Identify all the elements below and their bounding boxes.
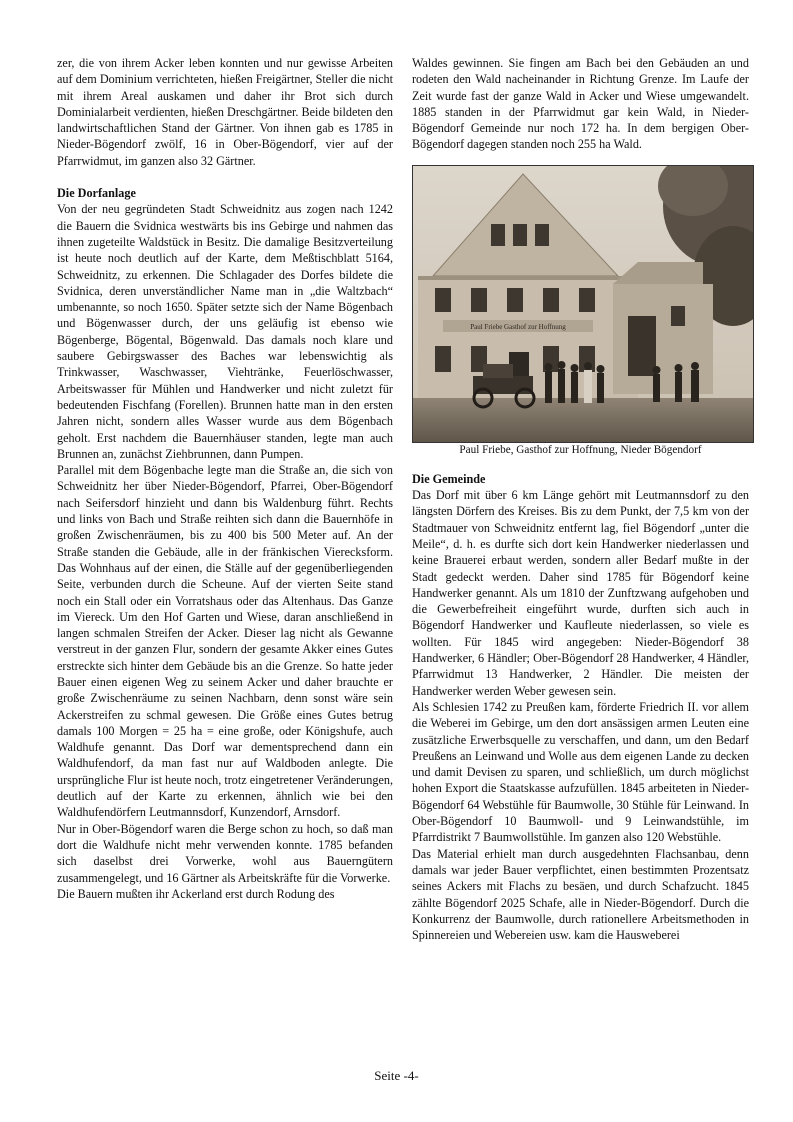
intro-paragraph: zer, die von ihrem Acker leben konnten und nur gewisse Arbeiten auf dem Dominium verrichteten, hießen Freigärtner, Steller die nicht mit ihrem Areal auskamen und daher ihr Brot sich durch Dominialarbeit verdienten, hießen Dreschgärtner. Beide bildeten den landwirtschaftlichen Stand der Gärtner. Von ihnen gab es 1785 in Nieder-Bögendorf zwölf, 16 in Ober-Bögendorf, vier auf der Pfarrwidmut, im ganzen also 32 Gärtner. [57,56,393,168]
gemeinde-paragraph-1: Das Dorf mit über 6 km Länge gehört mit Leutmannsdorf zu den längsten Dörfern des Kreises. Bis zu dem Punkt, der 7,5 km von der Stadtmauer von Schweidnitz entfernt lag, fiel Bögendorf „unter die Meile“, d. h. es durfte sich dort kein Handwerker niederlassen und keine Brauerei erbaut werden, sondern aller Bedarf mußte in der Stadt gedeckt werden. Daher sind 1785 für Bögendorf keine Handwerker genannt. Als um 1810 der Zunftzwang aufgehoben und die Gewerbefreiheit eingeführt wurde, durften sich auch in Bögendorf Handwerker und Kaufleute niederlassen, so viele es wollten. Für 1845 wird angegeben: Nieder-Bögendorf 38 Handwerker, 6 Händler; Ober-Bögendorf 28 Handwerker, 4 Händler, Pfarrwidmut 13 Handwerker, 2 Händler. Die meisten der Handwerker werden Weber gewesen sein. [412,488,749,698]
gemeinde-paragraph-3: Das Material erhielt man durch ausgedehnten Flachsanbau, denn damals war jeder Bauer verpflichtet, einen bestimmten Prozentsatz seines Ackers mit Flachs zu besäen, und durch Schafzucht. 1845 zählte Bögendorf 2025 Schafe, alle in Nieder-Bögendorf. Durch die Konkurrenz der Baumwolle, durch rationellere Arbeitsmethoden in Spinnereien und Webereien usw. kam die Hausweberei [412,846,749,943]
wald-paragraph: Waldes gewinnen. Sie fingen am Bach bei den Gebäuden an und rodeten den Wald nacheinander in Richtung Grenze. Im Laufe der Zeit wurde fast der ganze Wald in Acker und Wiese umgewandelt. 1885 standen in der Pfarrwidmut gar kein Wald, in Nieder-Bögendorf Gemeinde nur noch 172 ha. In dem bergigen Ober-Bögendorf dagegen standen noch 255 ha Wald. [412,56,749,152]
inn-photo [412,165,754,443]
right-column [412,55,749,943]
photo-caption: Paul Friebe, Gasthof zur Hoffnung, Nieder Bögendorf [459,443,702,456]
gemeinde-paragraph-2: Als Schlesien 1742 zu Preußen kam, förderte Friedrich II. vor allem die Weberei im Gebirge, um den dort ansässigen armen Leuten eine zusätzliche Erwerbsquelle zu verschaffen, und dann, um den Bedarf Preußens an Leinwand und Wolle aus dem eigenen Lande zu decken und damit Devisen zu sparen, und schließlich, um durch möglichst hohen Export die Staatskasse aufzufüllen. 1845 arbeiteten in Nieder-Bögendorf 64 Webstühle für Baumwolle, 30 Stühle für Leinwand. In Ober-Bögendorf 10 Baumwoll- und 9 Leinwandstühle, im Pfarrdistrikt 7 Baumwollstühle. Im ganzen also 120 Webstühle. [412,699,749,845]
dorfanlage-paragraph-1: Von der neu gegründeten Stadt Schweidnitz aus zogen nach 1242 die Bauern die Svidnica westwärts bis ins Gebirge und nahmen das ihnen zugeteilte Waldstück in Besitz. Die damalige Besitzverteilung ist heute noch deutlich auf der Karte, dem Meßtischblatt 5164, Schweidnitz, zu erkennen. Die Schlagader des Dorfes bildete die Svidnica, deren unverständlicher Name man in „die Waltzbach“ umbenannte, so noch 1650. Später setzte sich der Name Bögenbach und Bögenwasser durch, der uns geläufig ist ebenso wie Bögenberge, Bögental, Bögenwald. Das damals noch klare und saubere Gebirgswasser des Baches war lebenswichtig als Trinkwasser, Waschwasser, Viehtränke, Feuerlöschwasser, Arbeitswasser für Mühlen und Handwerker und nicht zuletzt für bedeutenden Fischfang (Forellen). Brunnen hatte man in den ersten Jahren nicht, sondern alles Wasser wurde aus dem Bögenbach geholt. Erst nachdem die Bauernhäuser standen, legte man auch Brunnen an, zunächst Ziehbrunnen, dann Pumpen. [57,202,393,461]
dorfanlage-paragraph-2: Parallel mit dem Bögenbache legte man die Straße an, die sich von Schweidnitz her über Nieder-Bögendorf, Pfarrei, Ober-Bögendorf nach Seifersdorf hinzieht und dann bis Waldenburg führt. Rechts und links von Bach und Straße reihten sich dann die Bauernhöfe in großen Zwischenräumen, bis zu 400 bis 500 Meter auf. An der Straße standen die Gebäude, alle in der fränkischen Vierecksform. Das Wohnhaus auf der einen, die Ställe auf der gegenüberliegenden Seite, verbunden durch die Scheune. Auf der vierten Seite stand noch ein Stall oder ein Vorratshaus oder das Altenhaus. Das Ganze im Viereck. Um den Hof Garten und Wiese, daran anschließend in langen schmalen Streifen der Acker. Dieser lag nicht als Gewanne verstreut in der ganzen Flur, sondern der gesamte Akker eines Gutes erstreckte sich hinter dem Gebäude bis an die Grenze. So hatte jeder Bauer einen eigenen Weg zu seinem Acker und daher brauchte er große Zwischenräume zu seinen Nachbarn, denn sonst wäre sein Ackerstreifen zu schmal gewesen. Die Größe eines Gutes betrug damals 100 Morgen = 25 ha = eine große, oder Königshufe, auch Waldhufe genannt. Das Dorf war dementsprechend dann ein Waldhufendorf, da man fast nur auf Waldboden anlegte. Die ursprüngliche Flur ist heute noch, trotz eingetretener Veränderungen, deutlich auf der Karte zu erkennen, ähnlich wie bei den Waldhufendörfern Leutmannsdorf, Kunzendorf, Arnsdorf. [57,463,393,820]
section-heading-gemeinde: Die Gemeinde [412,471,486,486]
dorfanlage-paragraph-3: Nur in Ober-Bögendorf waren die Berge schon zu hoch, so daß man dort die Waldhufe nicht mehr verwenden konnte. 1785 befanden sich daselbst drei Vorwerke, wohl aus Bauerngütern zusammengelegt, und 16 Gärtner als Arbeitskräfte für die Vorwerke. [57,821,393,885]
page-number: Seite -4- [374,1068,419,1083]
left-column [57,55,393,902]
section-heading-dorfanlage: Die Dorfanlage [57,186,136,201]
photo-figure [412,165,749,457]
inn-sign-text: Paul Friebe Gasthof zur Hoffnung [470,322,566,331]
dorfanlage-paragraph-4: Die Bauern mußten ihr Ackerland erst durch Rodung des [57,886,335,901]
